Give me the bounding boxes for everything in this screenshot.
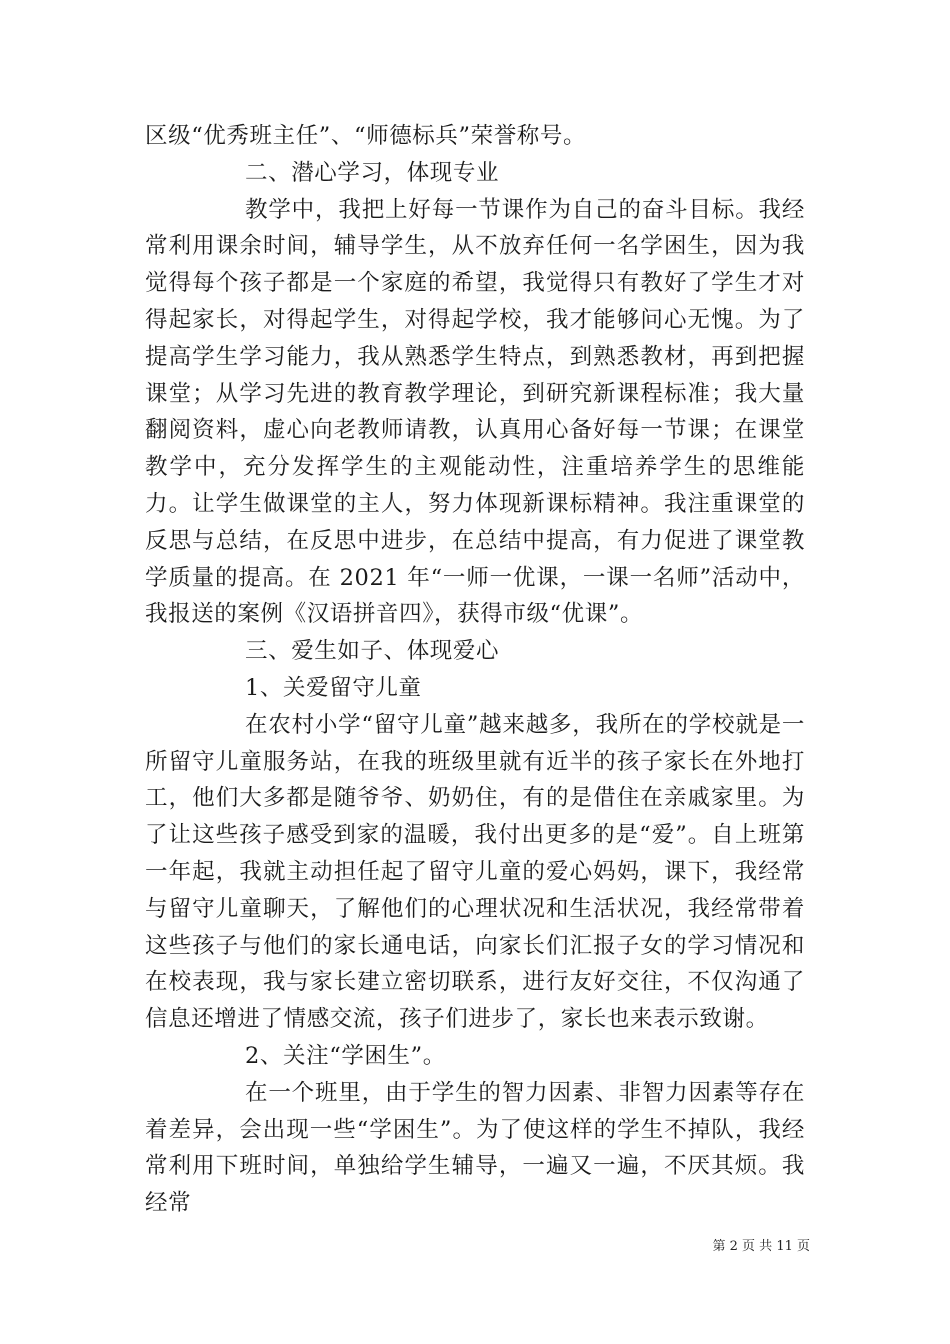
section-heading-2: 二、潜心学习，体现专业: [245, 159, 500, 186]
subheading-struggling-students: 2、关注“学困生”。: [245, 1042, 446, 1069]
document-body: [145, 118, 805, 1222]
paragraph-continued: 区级“优秀班主任”、“师德标兵”荣誉称号。: [145, 123, 587, 149]
subheading-left-behind-children: 1、关爱留守儿童: [245, 674, 422, 701]
section-heading-3: 三、爱生如子、体现爱心: [245, 638, 500, 665]
page-number: 第 2 页 共 11 页: [712, 1239, 810, 1254]
paragraph-left-behind-children: 在农村小学“留守儿童”越来越多，我所在的学校就是一所留守儿童服务站，在我的班级里就有近半的孩子家长在外地打工，他们大多都是随爷爷、奶奶住，有的是借住在亲戚家里。为了让这些孩子感受到家的温暖，我付出更多的是“爱”。自上班第一年起，我就主动担任起了留守儿童的爱心妈妈，课下，我经常与留守儿童聊天，了解他们的心理状况和生活状况，我经常带着这些孩子与他们的家长通电话，向家长们汇报子女的学习情况和在校表现，我与家长建立密切联系，进行友好交往，不仅沟通了信息还增进了情感交流，孩子们进步了，家长也来表示致谢。: [145, 711, 805, 1033]
paragraph-struggling-students: 在一个班里，由于学生的智力因素、非智力因素等存在着差异，会出现一些“学困生”。为了使这样的学生不掉队，我经常利用下班时间，单独给学生辅导，一遍又一遍，不厌其烦。我经常: [145, 1079, 805, 1217]
paragraph-teaching: 教学中，我把上好每一节课作为自己的奋斗目标。我经常利用课余时间，辅导学生，从不放弃任何一名学困生，因为我觉得每个孩子都是一个家庭的希望，我觉得只有教好了学生才对得起家长，对得起学生，对得起学校，我才能够问心无愧。为了提高学生学习能力，我从熟悉学生特点，到熟悉教材，再到把握课堂；从学习先进的教育教学理论，到研究新课程标准；我大量翻阅资料，虚心向老教师请教，认真用心备好每一节课；在课堂教学中，充分发挥学生的主观能动性，注重培养学生的思维能力。让学生做课堂的主人，努力体现新课标精神。我注重课堂的反思与总结，在反思中进步，在总结中提高，有力促进了课堂教学质量的提高。在 2021 年“一师一优课，一课一名师”活动中，我报送的案例《汉语拼音四》，获得市级“优课”。: [145, 196, 805, 628]
